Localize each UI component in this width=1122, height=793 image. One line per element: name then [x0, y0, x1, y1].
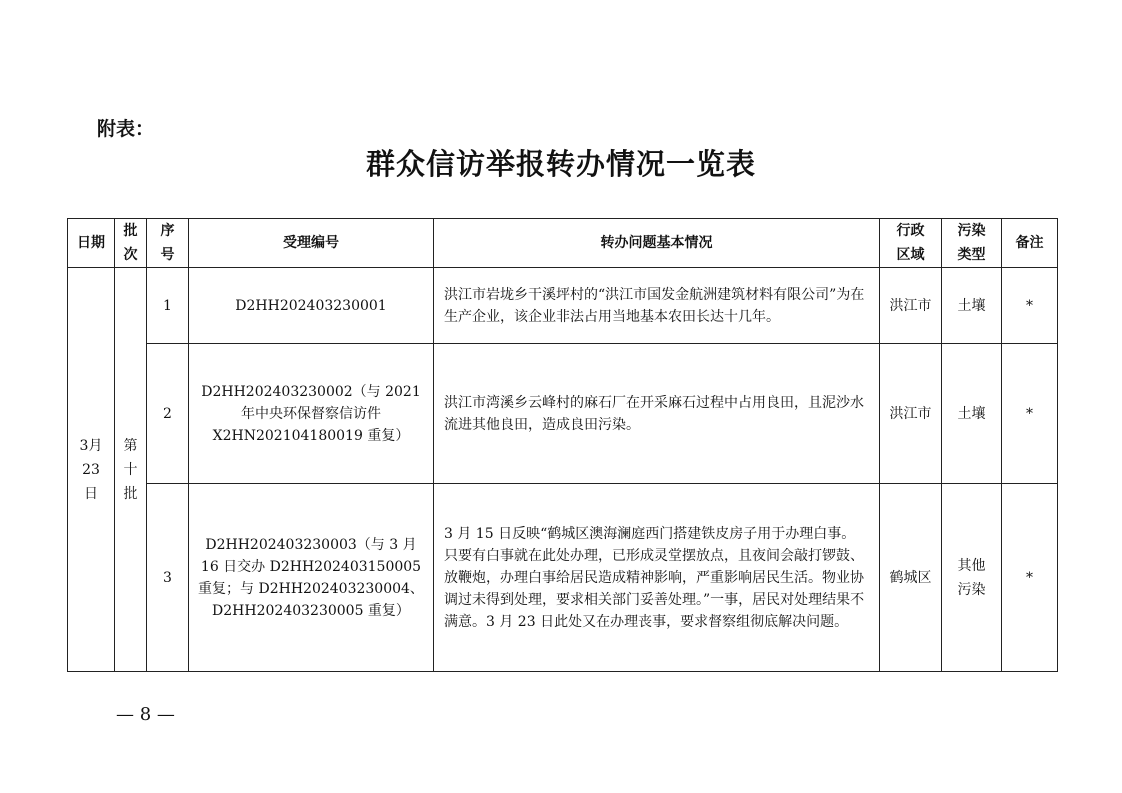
table-row	[68, 268, 1058, 344]
remarks-cell: *	[1002, 484, 1058, 672]
pollution-type-cell: 土壤	[942, 344, 1002, 484]
seq-cell: 1	[147, 268, 189, 344]
description-cell: 3 月 15 日反映“鹤城区澳海澜庭西门搭建铁皮房子用于办理白事。只要有白事就在此处办理，已形成灵堂摆放点，且夜间会敲打锣鼓、放鞭炮，办理白事给居民造成精神影响，严重影响居民生活。物业协调过未得到处理，要求相关部门妥善处理。”一事，居民对处理结果不满意。3 月 23 日此处又在办理丧事，要求督察组彻底解决问题。	[434, 484, 880, 672]
region-cell: 洪江市	[880, 268, 942, 344]
date-cell: 3月23日	[68, 268, 115, 672]
description-cell: 洪江市湾溪乡云峰村的麻石厂在开采麻石过程中占用良田，且泥沙水流进其他良田，造成良田污染。	[434, 344, 880, 484]
table-row	[68, 344, 1058, 484]
region-cell: 鹤城区	[880, 484, 942, 672]
table-header-row	[68, 219, 1058, 268]
case-number-cell: D2HH202403230003（与 3 月 16 日交办 D2HH202403150005 重复；与 D2HH202403230004、D2HH202403230005 重复）	[189, 484, 434, 672]
page-number: — 8 —	[116, 704, 175, 725]
remarks-cell: *	[1002, 344, 1058, 484]
petition-table	[67, 218, 1058, 672]
header-case-number: 受理编号	[189, 219, 434, 268]
case-number-cell: D2HH202403230002（与 2021 年中央环保督察信访件 X2HN202104180019 重复）	[189, 344, 434, 484]
page-title: 群众信访举报转办情况一览表	[365, 147, 756, 181]
region-cell: 洪江市	[880, 344, 942, 484]
case-number-cell: D2HH202403230001	[189, 268, 434, 344]
table-row	[68, 484, 1058, 672]
header-batch: 批次	[115, 219, 147, 268]
remarks-cell: *	[1002, 268, 1058, 344]
pollution-type-cell: 其他污染	[942, 484, 1002, 672]
header-description: 转办问题基本情况	[434, 219, 880, 268]
header-remarks: 备注	[1002, 219, 1058, 268]
header-pollution-type: 污染类型	[942, 219, 1002, 268]
seq-cell: 3	[147, 484, 189, 672]
seq-cell: 2	[147, 344, 189, 484]
pollution-type-cell: 土壤	[942, 268, 1002, 344]
description-cell: 洪江市岩垅乡干溪坪村的“洪江市国发金航洲建筑材料有限公司”为在生产企业，该企业非法占用当地基本农田长达十几年。	[434, 268, 880, 344]
header-region: 行政区域	[880, 219, 942, 268]
header-date: 日期	[68, 219, 115, 268]
batch-cell: 第十批	[115, 268, 147, 672]
attachment-label: 附表：	[97, 118, 155, 140]
header-seq: 序号	[147, 219, 189, 268]
